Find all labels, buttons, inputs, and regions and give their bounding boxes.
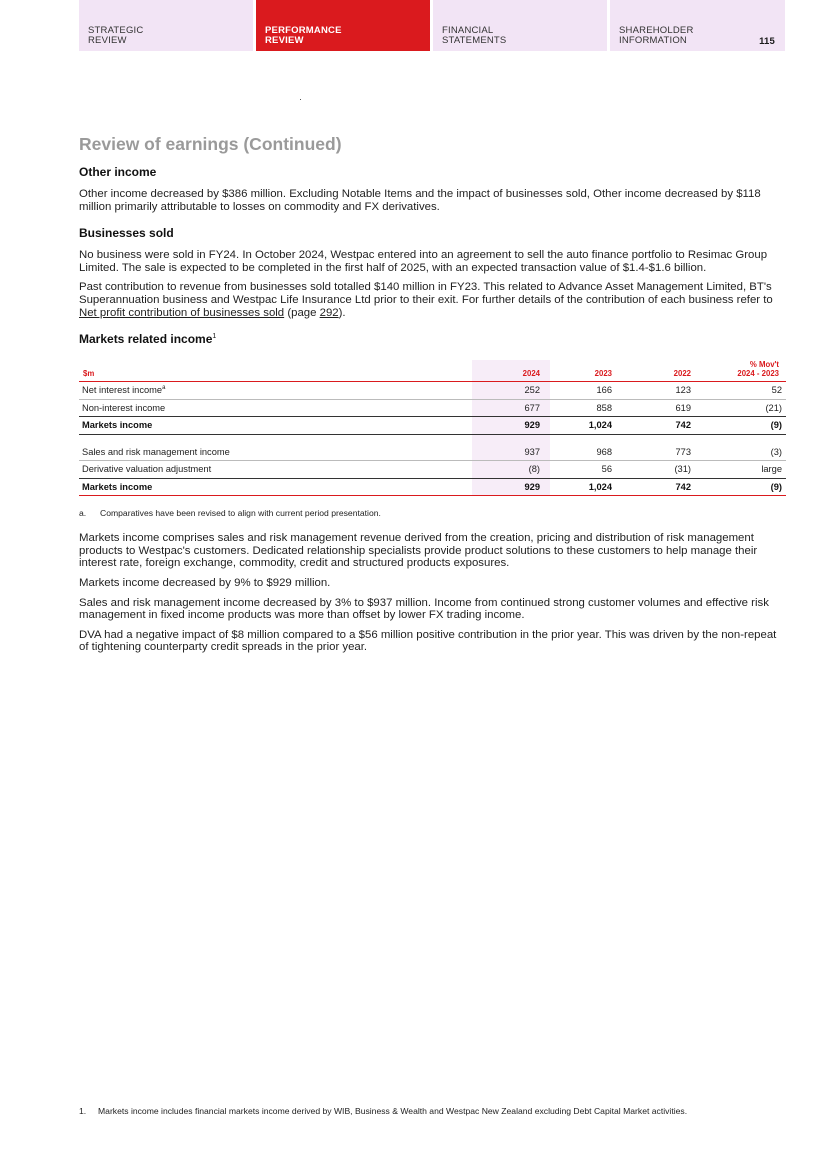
row-label: Sales and risk management income [79,443,472,461]
cell-2022: 742 [630,417,708,435]
paragraph: No business were sold in FY24. In October 2024, Westpac entered into an agreement to sell the auto finance portfolio to Resimac Group Limited. The sale is expected to be completed in the first half of 2025, with an expected transaction value of $1.4-$1.6 billion. [79,249,768,274]
mov-line-1: % Mov't [749,360,779,370]
cell-2024: 677 [472,399,550,417]
page-link[interactable]: 292 [319,306,339,319]
note-text: Comparatives have been revised to align with current period presentation. [100,508,381,519]
tab-performance-review[interactable] [256,0,430,51]
note-marker: a [162,385,166,392]
main-content [79,134,786,661]
spacer-cell [630,434,708,443]
spacer-cell [708,434,786,443]
col-header-2022: 2022 [630,360,708,382]
table-row [79,399,786,417]
table-row [79,443,786,461]
mov-line-2: 2024 - 2023 [737,369,779,379]
paragraph: Other income decreased by $386 million. Excluding Notable Items and the impact of businesses sold, Other income decreased by $118 million primarily attributable to losses on commodity and FX derivatives. [79,188,761,213]
table-note [79,508,786,518]
cell-2024: 929 [472,417,550,435]
cell-2024: 937 [472,443,550,461]
cell-mov: (3) [708,443,786,461]
markets-table [79,360,786,496]
section-heading: Other income [79,165,157,179]
tab-label: STRATEGIC [88,25,144,36]
spacer-cell [550,434,630,443]
page-number: 115 [759,36,775,47]
cell-mov: (21) [765,402,782,413]
spacer-cell [472,434,550,443]
tab-strategic-review[interactable] [79,0,253,51]
cell-2022: 123 [630,382,708,400]
section-nav [79,0,785,51]
col-header-mov [708,360,786,382]
cell-2023: 968 [550,443,630,461]
row-label [79,382,472,400]
cell-2022: 773 [630,443,708,461]
businesses-sold-link[interactable]: Net profit contribution of businesses sold [79,306,285,319]
tab-label: STATEMENTS [442,35,507,46]
paragraph: Sales and risk management income decreased by 3% to $937 million. Income from continued strong customer volumes and effective risk management in fixed income products was more than offset by lower FX trading income. [79,596,769,622]
tab-label: PERFORMANCE [265,25,342,36]
tab-label: SHAREHOLDER [619,25,694,36]
heading-text: Markets related income [79,332,213,347]
cell-2024: (8) [472,461,550,479]
cell-mov: (9) [708,478,786,496]
col-header-label: $m [79,360,472,382]
table-spacer [79,434,786,443]
businesses-sold-section [79,226,786,319]
col-header-2023: 2023 [550,360,630,382]
cell-2023: 858 [596,402,612,413]
decorative-dot [300,99,301,100]
section-heading: Businesses sold [79,226,174,241]
footnote-text: Markets income includes financial markets income derived by WIB, Business & Wealth and Westpac New Zealand excluding Debt Capital Market activities. [98,1106,688,1116]
paragraph: Markets income comprises sales and risk management revenue derived from the creation, pricing and distribution of risk management products to Westpac's customers. Dedicated relationship specialists provide product solutions to these customers to help manage their interest rate, foreign exchange, commodity, credit and structured products exposures. [79,532,758,570]
cell-2022: 742 [630,478,708,496]
tab-label: REVIEW [88,35,127,46]
paragraph: Markets income decreased by 9% to $929 million. [79,576,331,589]
note-key: a. [79,508,87,519]
markets-section [79,332,786,654]
cell-2022: 619 [675,402,691,413]
page-title: Review of earnings (Continued) [79,134,342,154]
row-label: Markets income [79,417,472,435]
spacer-cell [79,434,472,443]
text: Past contribution to revenue from businesses sold totalled $140 million in FY23. This related to Advance Asset Management Limited, BT's Superannuation business and Westpac Life Insurance Ltd prior to their exit. For further details of the contribution of each business refer to [79,281,773,306]
tab-label: INFORMATION [619,35,687,46]
tab-label: FINANCIAL [442,25,494,36]
table-row [79,461,786,479]
text: (page [284,306,320,319]
footnote-marker: 1 [212,333,217,341]
text: ). [338,306,346,319]
cell-2022: (31) [674,464,691,475]
footnote-key: 1. [79,1106,87,1116]
row-label: Non-interest income [82,402,166,413]
section-heading [79,332,786,346]
page-footnote [79,1106,779,1117]
table-header [79,360,786,382]
cell-2023: 56 [601,464,612,475]
cell-2023: 166 [550,382,630,400]
row-label: Markets income [79,478,472,496]
cell-mov: (9) [708,417,786,435]
paragraph: DVA had a negative impact of $8 million compared to a $56 million positive contribution in the prior year. This was driven by the non-repeat of tightening counterparty credit spreads in the prior year. [79,628,777,654]
col-header-2024: 2024 [472,360,550,382]
cell-2024: 252 [472,382,550,400]
cell-2023: 1,024 [550,417,630,435]
table-row-total [79,478,786,496]
tab-financial-statements[interactable] [433,0,607,51]
tab-label: REVIEW [265,35,304,46]
other-income-section [79,165,786,213]
label-text: Net interest income [82,385,163,396]
tab-shareholder-information[interactable] [610,0,785,51]
table-row-total [79,417,786,435]
cell-mov: 52 [708,382,786,400]
cell-2023: 1,024 [550,478,630,496]
table-row [79,382,786,400]
row-label: Derivative valuation adjustment [82,464,212,475]
paragraph [79,281,786,319]
cell-mov: large [761,464,782,475]
cell-2024: 929 [472,478,550,496]
